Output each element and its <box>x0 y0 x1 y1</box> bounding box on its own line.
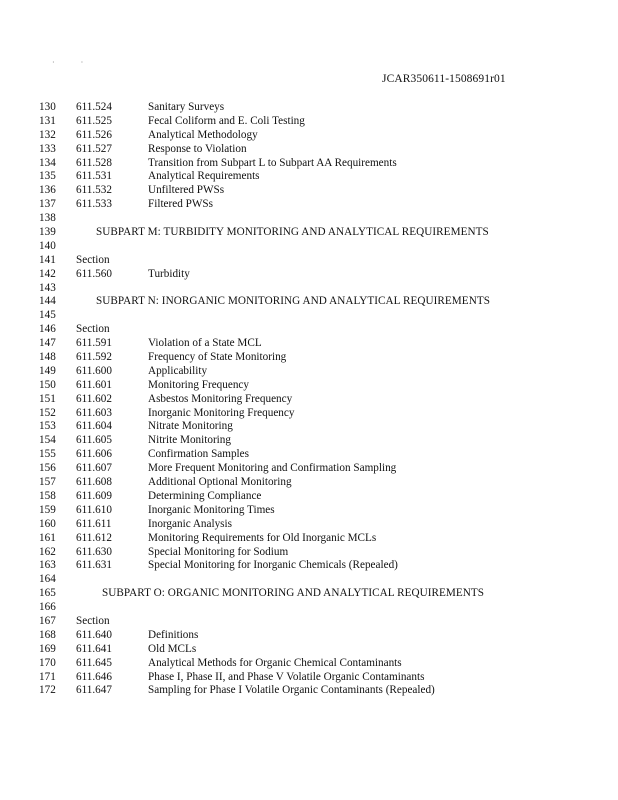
document-line <box>39 323 599 337</box>
document-line <box>39 643 599 657</box>
section-title: Unfiltered PWSs <box>148 184 225 197</box>
section-number: 611.608 <box>76 476 112 489</box>
document-line <box>39 351 599 365</box>
document-line <box>39 559 599 573</box>
section-title: Asbestos Monitoring Frequency <box>148 392 293 405</box>
line-number: 149 <box>39 364 56 377</box>
section-title: Phase I, Phase II, and Phase V Volatile Organic Contaminants <box>148 670 425 683</box>
line-number: 137 <box>39 198 56 211</box>
section-title: More Frequent Monitoring and Confirmation Sampling <box>148 462 397 475</box>
section-number: 611.532 <box>76 184 112 197</box>
subpart-heading: SUBPART O: ORGANIC MONITORING AND ANALYTICAL REQUIREMENTS <box>102 587 485 600</box>
section-title: Monitoring Frequency <box>148 378 249 391</box>
line-number: 162 <box>39 545 56 558</box>
line-number: 171 <box>39 670 56 683</box>
line-number: 139 <box>39 226 56 239</box>
section-title: Response to Violation <box>148 142 247 155</box>
section-title: Nitrate Monitoring <box>148 420 233 433</box>
document-line <box>39 504 599 518</box>
line-number: 135 <box>39 170 56 183</box>
document-line <box>39 143 599 157</box>
section-number: 611.601 <box>76 378 112 391</box>
section-title: Frequency of State Monitoring <box>148 351 287 364</box>
line-number: 153 <box>39 420 56 433</box>
section-title: Analytical Methodology <box>148 128 258 141</box>
document-line <box>39 295 599 309</box>
line-number: 138 <box>39 212 56 225</box>
section-number: 611.527 <box>76 142 112 155</box>
line-number: 136 <box>39 184 56 197</box>
document-line <box>39 671 599 685</box>
document-line <box>39 601 599 615</box>
section-number: 611.640 <box>76 628 112 641</box>
section-number: 611.647 <box>76 684 112 697</box>
document-line <box>39 337 599 351</box>
section-number: 611.591 <box>76 337 112 350</box>
section-title: Inorganic Monitoring Times <box>148 503 275 516</box>
section-number: 611.630 <box>76 545 112 558</box>
section-number: 611.607 <box>76 462 112 475</box>
line-number: 161 <box>39 531 56 544</box>
section-title: Determining Compliance <box>148 489 262 502</box>
section-number: 611.646 <box>76 670 112 683</box>
line-number: 146 <box>39 323 56 336</box>
section-number: 611.533 <box>76 198 112 211</box>
section-title: Definitions <box>148 628 199 641</box>
line-number: 170 <box>39 656 56 669</box>
section-number: 611.603 <box>76 406 112 419</box>
line-number: 145 <box>39 309 56 322</box>
line-number: 155 <box>39 448 56 461</box>
line-number: 160 <box>39 517 56 530</box>
section-number: 611.592 <box>76 351 112 364</box>
section-number: 611.524 <box>76 101 112 113</box>
section-title: Special Monitoring for Sodium <box>148 545 289 558</box>
subpart-heading: SUBPART N: INORGANIC MONITORING AND ANALYTICAL REQUIREMENTS <box>96 295 490 308</box>
document-line <box>39 546 599 560</box>
document-line <box>39 462 599 476</box>
line-number: 168 <box>39 628 56 641</box>
document-line <box>39 587 599 601</box>
document-line <box>39 365 599 379</box>
line-number: 163 <box>39 559 56 572</box>
section-number: 611.612 <box>76 531 112 544</box>
scan-marks: · · <box>52 58 84 67</box>
line-number: 140 <box>39 239 56 252</box>
section-title: Inorganic Analysis <box>148 517 232 530</box>
document-line <box>39 420 599 434</box>
document-line <box>39 115 599 129</box>
document-line <box>39 434 599 448</box>
line-number: 154 <box>39 434 56 447</box>
document-line <box>39 198 599 212</box>
section-title: Nitrite Monitoring <box>148 434 231 447</box>
section-number: 611.610 <box>76 503 112 516</box>
line-number: 165 <box>39 587 56 600</box>
line-number: 148 <box>39 351 56 364</box>
section-title: Turbidity <box>148 267 190 280</box>
section-number: 611.526 <box>76 128 112 141</box>
document-line <box>39 532 599 546</box>
section-number: 611.605 <box>76 434 112 447</box>
document-line <box>39 226 599 240</box>
section-number: 611.525 <box>76 114 112 127</box>
document-line <box>39 490 599 504</box>
section-title: Analytical Requirements <box>148 170 260 183</box>
section-number: 611.606 <box>76 448 112 461</box>
document-line <box>39 379 599 393</box>
document-id: JCAR350611-1508691r01 <box>382 73 506 85</box>
document-line <box>39 629 599 643</box>
line-number: 144 <box>39 295 56 308</box>
line-number: 133 <box>39 142 56 155</box>
line-number: 157 <box>39 476 56 489</box>
line-number: 167 <box>39 614 56 627</box>
document-line <box>39 476 599 490</box>
document-line <box>39 393 599 407</box>
line-number: 172 <box>39 684 56 697</box>
line-number: 164 <box>39 573 56 586</box>
document-line <box>39 254 599 268</box>
section-number: 611.602 <box>76 392 112 405</box>
document-line <box>39 573 599 587</box>
section-column-heading: Section <box>76 253 110 266</box>
section-number: 611.611 <box>76 517 112 530</box>
section-title: Monitoring Requirements for Old Inorganic MCLs <box>148 531 377 544</box>
section-title: Sanitary Surveys <box>148 101 225 113</box>
section-title: Additional Optional Monitoring <box>148 476 292 489</box>
section-title: Old MCLs <box>148 642 197 655</box>
section-title: Special Monitoring for Inorganic Chemicals (Repealed) <box>148 559 398 572</box>
line-number: 151 <box>39 392 56 405</box>
table-of-contents <box>39 101 599 698</box>
section-number: 611.609 <box>76 489 112 502</box>
document-line <box>39 657 599 671</box>
document-line <box>39 268 599 282</box>
line-number: 130 <box>39 101 56 113</box>
line-number: 131 <box>39 114 56 127</box>
line-number: 159 <box>39 503 56 516</box>
document-line <box>39 157 599 171</box>
document-line <box>39 170 599 184</box>
document-line <box>39 615 599 629</box>
section-title: Analytical Methods for Organic Chemical Contaminants <box>148 656 402 669</box>
section-title: Violation of a State MCL <box>148 337 262 350</box>
document-line <box>39 518 599 532</box>
section-title: Fecal Coliform and E. Coli Testing <box>148 114 305 127</box>
line-number: 150 <box>39 378 56 391</box>
section-column-heading: Section <box>76 614 110 627</box>
line-number: 166 <box>39 601 56 614</box>
document-line <box>39 212 599 226</box>
line-number: 142 <box>39 267 56 280</box>
subpart-heading: SUBPART M: TURBIDITY MONITORING AND ANALYTICAL REQUIREMENTS <box>96 226 489 239</box>
section-title: Applicability <box>148 364 208 377</box>
document-line <box>39 101 599 115</box>
section-column-heading: Section <box>76 323 110 336</box>
document-line <box>39 240 599 254</box>
document-line <box>39 282 599 296</box>
section-number: 611.604 <box>76 420 112 433</box>
line-number: 143 <box>39 281 56 294</box>
line-number: 141 <box>39 253 56 266</box>
section-title: Filtered PWSs <box>148 198 213 211</box>
section-number: 611.641 <box>76 642 112 655</box>
document-line <box>39 309 599 323</box>
section-number: 611.600 <box>76 364 112 377</box>
section-number: 611.531 <box>76 170 112 183</box>
line-number: 152 <box>39 406 56 419</box>
section-title: Confirmation Samples <box>148 448 249 461</box>
document-line <box>39 129 599 143</box>
line-number: 156 <box>39 462 56 475</box>
section-title: Inorganic Monitoring Frequency <box>148 406 295 419</box>
line-number: 132 <box>39 128 56 141</box>
section-title: Transition from Subpart L to Subpart AA Requirements <box>148 156 397 169</box>
document-line <box>39 684 599 698</box>
line-number: 158 <box>39 489 56 502</box>
section-number: 611.560 <box>76 267 112 280</box>
document-line <box>39 184 599 198</box>
section-number: 611.528 <box>76 156 112 169</box>
line-number: 169 <box>39 642 56 655</box>
section-number: 611.631 <box>76 559 112 572</box>
line-number: 147 <box>39 337 56 350</box>
section-title: Sampling for Phase I Volatile Organic Contaminants (Repealed) <box>148 684 435 697</box>
document-line <box>39 407 599 421</box>
section-number: 611.645 <box>76 656 112 669</box>
line-number: 134 <box>39 156 56 169</box>
document-line <box>39 448 599 462</box>
